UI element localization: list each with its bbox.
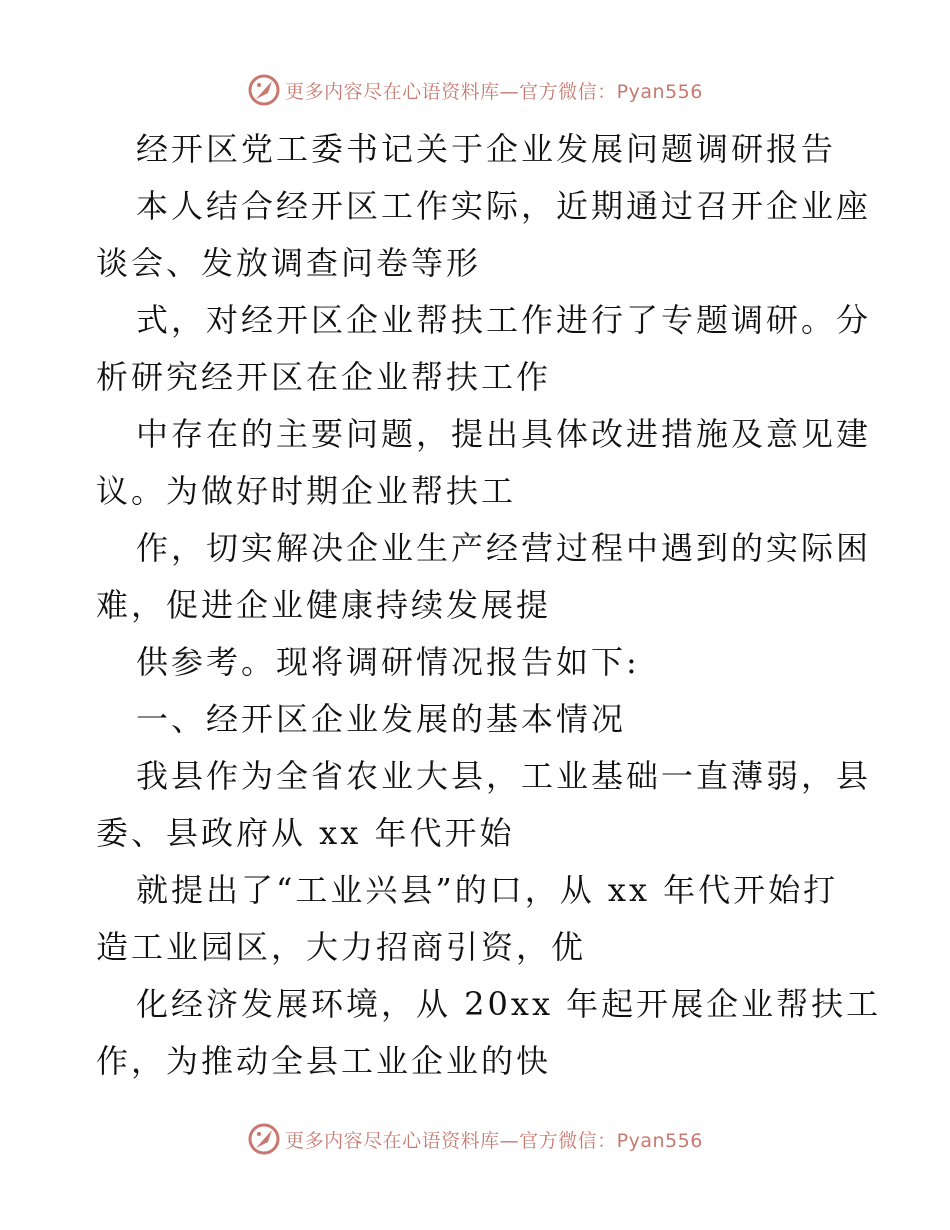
- text-line: 造工业园区，大力招商引资，优: [96, 928, 587, 966]
- text-line: 供参考。现将调研情况报告如下:: [136, 643, 640, 681]
- text-line: 谈会、发放调查问卷等形: [96, 244, 482, 282]
- text-line: 式，对经开区企业帮扶工作进行了专题调研。分: [136, 301, 872, 339]
- text-line: 我县作为全省农业大县，工业基础一直薄弱，县: [136, 757, 872, 795]
- text-line: 本人结合经开区工作实际，近期通过召开企业座: [136, 187, 872, 225]
- watermark-text: 更多内容尽在心语资料库—官方微信：Pyan556: [285, 1129, 703, 1152]
- text-line: 化经济发展环境，从 20xx 年起开展企业帮扶工: [136, 985, 882, 1023]
- text-line: 经开区党工委书记关于企业发展问题调研报告: [136, 130, 837, 168]
- text-line: 议。为做好时期企业帮扶工: [96, 472, 517, 510]
- footer-watermark: [0, 1121, 950, 1157]
- text-line: 就提出了“工业兴县”的口，从 xx 年代开始打: [136, 871, 839, 909]
- header-watermark: [0, 72, 950, 108]
- text-line: 析研究经开区在企业帮扶工作: [96, 358, 552, 396]
- document-body: [96, 121, 882, 1090]
- watermark-text: 更多内容尽在心语资料库—官方微信：Pyan556: [285, 80, 703, 103]
- quill-logo-icon: [247, 73, 281, 107]
- text-line: 委、县政府从 xx 年代开始: [96, 814, 515, 852]
- text-line: 难，促进企业健康持续发展提: [96, 586, 552, 624]
- quill-logo-icon: [247, 1122, 281, 1156]
- text-line: 中存在的主要问题，提出具体改进措施及意见建: [136, 415, 872, 453]
- text-line: 一、经开区企业发展的基本情况: [136, 700, 627, 738]
- text-line: 作，为推动全县工业企业的快: [96, 1042, 552, 1080]
- text-line: 作，切实解决企业生产经营过程中遇到的实际困: [136, 529, 872, 567]
